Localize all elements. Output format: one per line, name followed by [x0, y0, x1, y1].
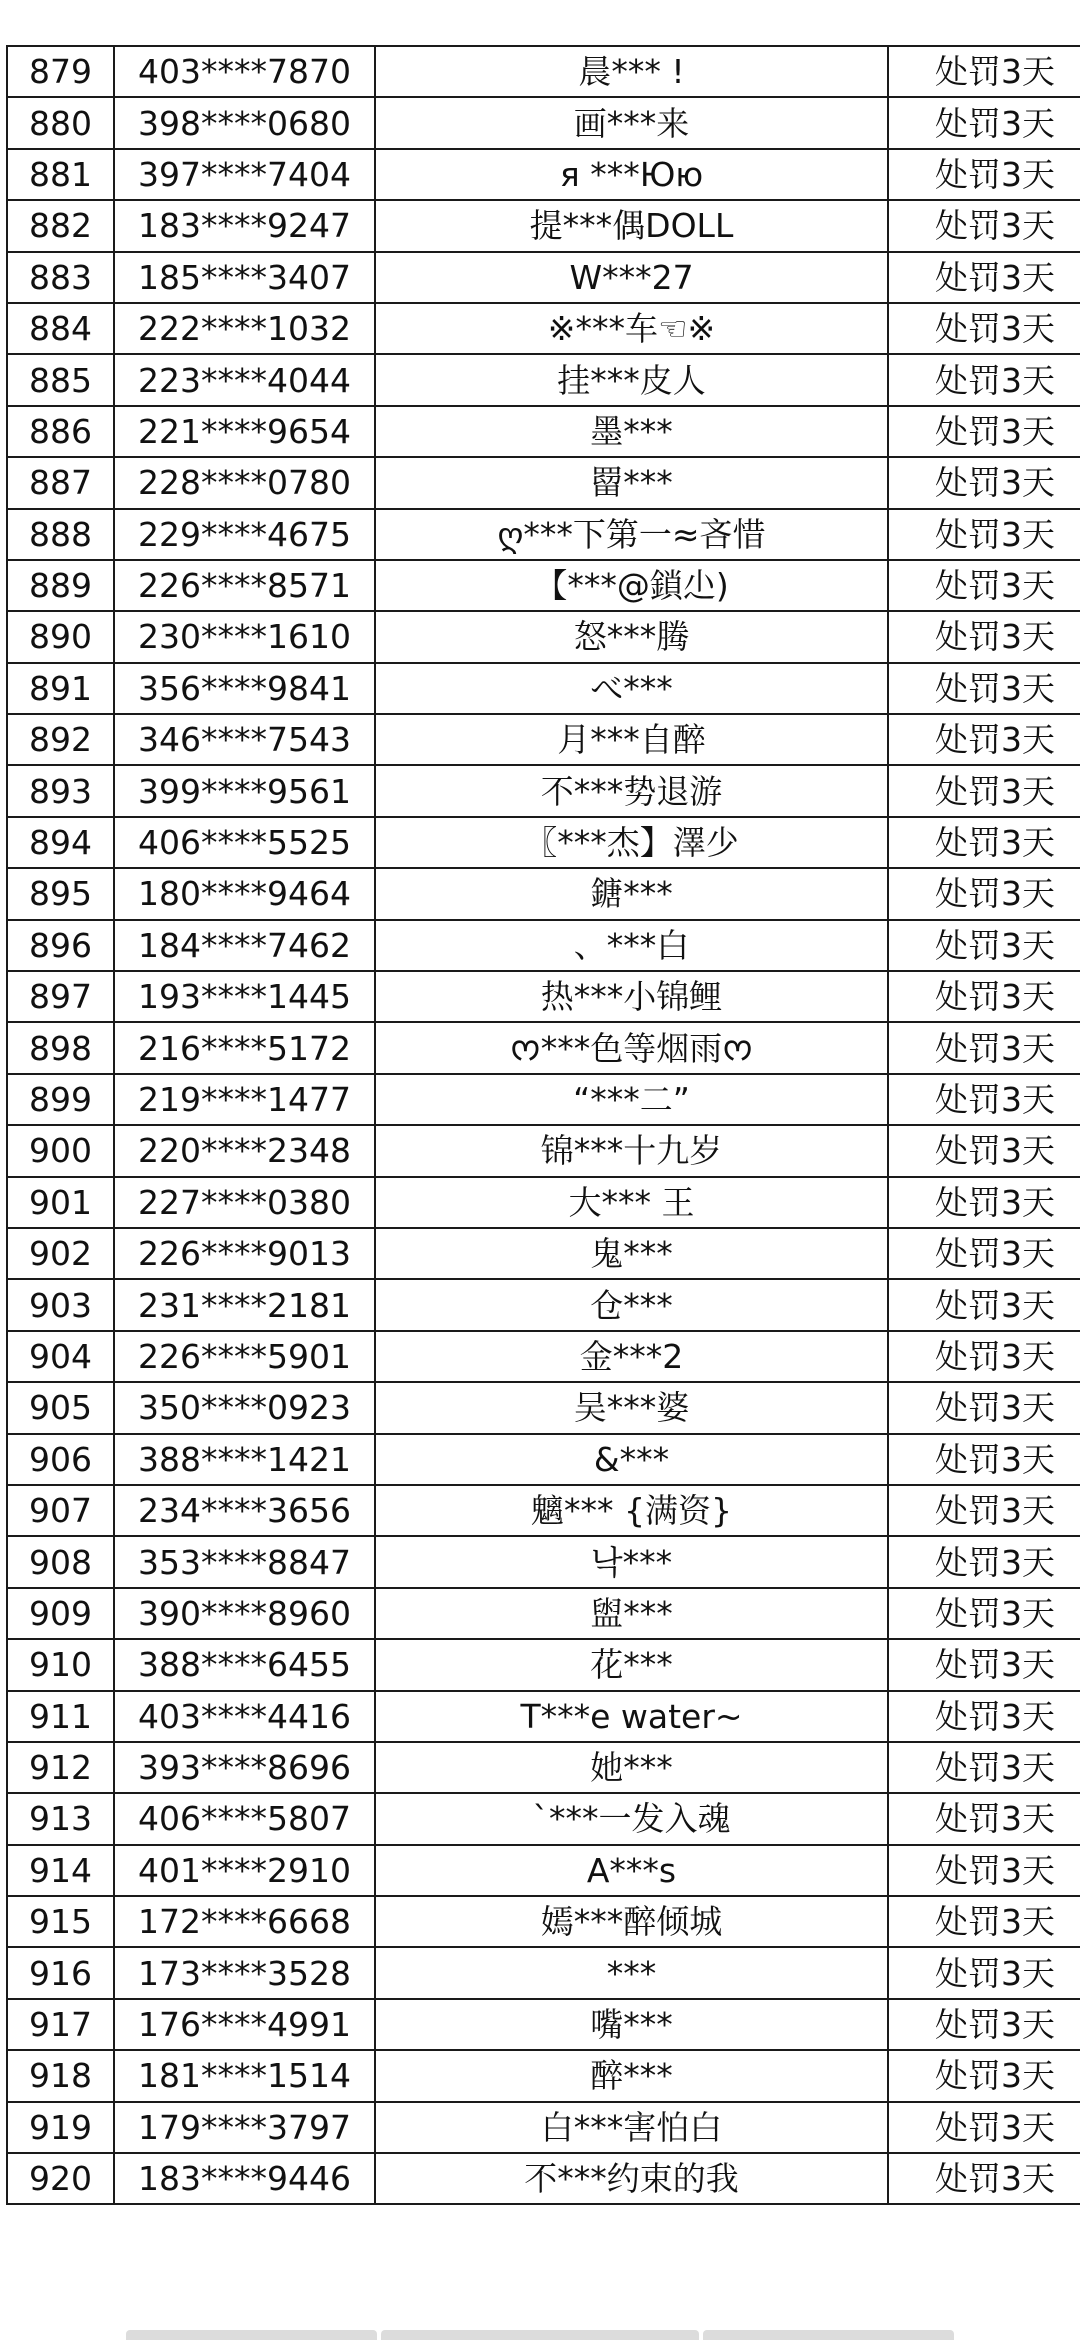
- row-number-cell: 902: [7, 1228, 114, 1279]
- user-id-cell: 227****0380: [114, 1177, 375, 1228]
- row-number-cell: 883: [7, 252, 114, 303]
- player-name-cell: 锦***十九岁: [375, 1125, 888, 1176]
- user-id-cell: 229****4675: [114, 509, 375, 560]
- row-number-cell: 904: [7, 1331, 114, 1382]
- user-id-cell: 230****1610: [114, 611, 375, 662]
- penalty-cell: 处罚3天: [888, 663, 1080, 714]
- penalty-table-body: [7, 46, 1080, 2204]
- table-row: [7, 1382, 1080, 1433]
- row-number-cell: 920: [7, 2153, 114, 2204]
- player-name-cell: 【***@鎖尐): [375, 560, 888, 611]
- penalty-cell: 处罚3天: [888, 97, 1080, 148]
- player-name-cell: ※***车☜※: [375, 303, 888, 354]
- table-row: [7, 303, 1080, 354]
- table-row: [7, 1793, 1080, 1844]
- penalty-cell: 处罚3天: [888, 1177, 1080, 1228]
- penalty-cell: 处罚3天: [888, 149, 1080, 200]
- user-id-cell: 226****9013: [114, 1228, 375, 1279]
- penalty-cell: 处罚3天: [888, 509, 1080, 560]
- penalty-cell: 处罚3天: [888, 1228, 1080, 1279]
- row-number-cell: 900: [7, 1125, 114, 1176]
- player-name-cell: 挂***皮人: [375, 354, 888, 405]
- row-number-cell: 910: [7, 1639, 114, 1690]
- penalty-cell: 处罚3天: [888, 1588, 1080, 1639]
- table-row: [7, 1022, 1080, 1073]
- user-id-cell: 183****9446: [114, 2153, 375, 2204]
- player-name-cell: &***: [375, 1434, 888, 1485]
- player-name-cell: 她***: [375, 1742, 888, 1793]
- penalty-cell: 处罚3天: [888, 1999, 1080, 2050]
- row-number-cell: 885: [7, 354, 114, 405]
- table-row: [7, 1588, 1080, 1639]
- user-id-cell: 193****1445: [114, 971, 375, 1022]
- table-row: [7, 1125, 1080, 1176]
- penalty-cell: 处罚3天: [888, 714, 1080, 765]
- player-name-cell: ***: [375, 1947, 888, 1998]
- user-id-cell: 231****2181: [114, 1279, 375, 1330]
- user-id-cell: 172****6668: [114, 1896, 375, 1947]
- player-name-cell: ღ***下第一≈吝惜: [375, 509, 888, 560]
- row-number-cell: 894: [7, 817, 114, 868]
- table-row: [7, 1639, 1080, 1690]
- table-row: [7, 406, 1080, 457]
- table-row: [7, 2102, 1080, 2153]
- table-row: [7, 97, 1080, 148]
- player-name-cell: 鎕***: [375, 868, 888, 919]
- table-row: [7, 868, 1080, 919]
- player-name-cell: 提***偶DOLL: [375, 200, 888, 251]
- bottom-tab-left[interactable]: [126, 2330, 377, 2340]
- row-number-cell: 888: [7, 509, 114, 560]
- row-number-cell: 879: [7, 46, 114, 97]
- player-name-cell: 낙***: [375, 1536, 888, 1587]
- user-id-cell: 222****1032: [114, 303, 375, 354]
- row-number-cell: 892: [7, 714, 114, 765]
- row-number-cell: 881: [7, 149, 114, 200]
- row-number-cell: 887: [7, 457, 114, 508]
- row-number-cell: 918: [7, 2050, 114, 2101]
- user-id-cell: 226****5901: [114, 1331, 375, 1382]
- penalty-cell: 处罚3天: [888, 920, 1080, 971]
- penalty-cell: 处罚3天: [888, 1279, 1080, 1330]
- user-id-cell: 223****4044: [114, 354, 375, 405]
- player-name-cell: ᰔ***色等烟雨ᰔ: [375, 1022, 888, 1073]
- user-id-cell: 179****3797: [114, 2102, 375, 2153]
- table-row: [7, 663, 1080, 714]
- user-id-cell: 398****0680: [114, 97, 375, 148]
- player-name-cell: 白***害怕白: [375, 2102, 888, 2153]
- penalty-cell: 处罚3天: [888, 611, 1080, 662]
- user-id-cell: 181****1514: [114, 2050, 375, 2101]
- user-id-cell: 406****5525: [114, 817, 375, 868]
- player-name-cell: 醉***: [375, 2050, 888, 2101]
- table-row: [7, 200, 1080, 251]
- user-id-cell: 401****2910: [114, 1845, 375, 1896]
- bottom-tab-right[interactable]: [703, 2330, 954, 2340]
- penalty-cell: 处罚3天: [888, 1691, 1080, 1742]
- table-row: [7, 560, 1080, 611]
- player-name-cell: я ***Юю: [375, 149, 888, 200]
- row-number-cell: 906: [7, 1434, 114, 1485]
- row-number-cell: 880: [7, 97, 114, 148]
- row-number-cell: 891: [7, 663, 114, 714]
- player-name-cell: 不***势退游: [375, 765, 888, 816]
- user-id-cell: 226****8571: [114, 560, 375, 611]
- user-id-cell: 221****9654: [114, 406, 375, 457]
- penalty-cell: 处罚3天: [888, 1845, 1080, 1896]
- row-number-cell: 897: [7, 971, 114, 1022]
- penalty-cell: 处罚3天: [888, 868, 1080, 919]
- row-number-cell: 884: [7, 303, 114, 354]
- row-number-cell: 901: [7, 1177, 114, 1228]
- player-name-cell: 、***白: [375, 920, 888, 971]
- user-id-cell: 406****5807: [114, 1793, 375, 1844]
- row-number-cell: 889: [7, 560, 114, 611]
- table-row: [7, 1434, 1080, 1485]
- row-number-cell: 913: [7, 1793, 114, 1844]
- row-number-cell: 898: [7, 1022, 114, 1073]
- penalty-cell: 处罚3天: [888, 817, 1080, 868]
- penalty-cell: 处罚3天: [888, 1639, 1080, 1690]
- table-row: [7, 611, 1080, 662]
- row-number-cell: 899: [7, 1074, 114, 1125]
- table-row: [7, 1536, 1080, 1587]
- player-name-cell: べ***: [375, 663, 888, 714]
- user-id-cell: 393****8696: [114, 1742, 375, 1793]
- row-number-cell: 912: [7, 1742, 114, 1793]
- table-row: [7, 1228, 1080, 1279]
- row-number-cell: 917: [7, 1999, 114, 2050]
- player-name-cell: A***s: [375, 1845, 888, 1896]
- user-id-cell: 180****9464: [114, 868, 375, 919]
- user-id-cell: 228****0780: [114, 457, 375, 508]
- user-id-cell: 403****7870: [114, 46, 375, 97]
- table-row: [7, 1279, 1080, 1330]
- player-name-cell: 〖***杰】澤少: [375, 817, 888, 868]
- player-name-cell: “***二”: [375, 1074, 888, 1125]
- row-number-cell: 919: [7, 2102, 114, 2153]
- player-name-cell: 金***2: [375, 1331, 888, 1382]
- table-row: [7, 1742, 1080, 1793]
- user-id-cell: 346****7543: [114, 714, 375, 765]
- penalty-cell: 处罚3天: [888, 1382, 1080, 1433]
- user-id-cell: 185****3407: [114, 252, 375, 303]
- penalty-cell: 处罚3天: [888, 406, 1080, 457]
- user-id-cell: 356****9841: [114, 663, 375, 714]
- table-row: [7, 765, 1080, 816]
- user-id-cell: 388****6455: [114, 1639, 375, 1690]
- player-name-cell: 墨***: [375, 406, 888, 457]
- row-number-cell: 890: [7, 611, 114, 662]
- penalty-cell: 处罚3天: [888, 46, 1080, 97]
- row-number-cell: 896: [7, 920, 114, 971]
- table-row: [7, 46, 1080, 97]
- table-row: [7, 509, 1080, 560]
- user-id-cell: 183****9247: [114, 200, 375, 251]
- table-row: [7, 1947, 1080, 1998]
- table-row: [7, 714, 1080, 765]
- penalty-cell: 处罚3天: [888, 1947, 1080, 1998]
- player-name-cell: 鬼***: [375, 1228, 888, 1279]
- penalty-cell: 处罚3天: [888, 303, 1080, 354]
- player-name-cell: 魑*** {满资}: [375, 1485, 888, 1536]
- table-row: [7, 1896, 1080, 1947]
- user-id-cell: 234****3656: [114, 1485, 375, 1536]
- penalty-cell: 处罚3天: [888, 1536, 1080, 1587]
- penalty-cell: 处罚3天: [888, 1742, 1080, 1793]
- row-number-cell: 905: [7, 1382, 114, 1433]
- user-id-cell: 388****1421: [114, 1434, 375, 1485]
- player-name-cell: 嘴***: [375, 1999, 888, 2050]
- penalty-table: [6, 45, 1080, 2205]
- user-id-cell: 173****3528: [114, 1947, 375, 1998]
- table-row: [7, 1177, 1080, 1228]
- table-row: [7, 1485, 1080, 1536]
- player-name-cell: 大*** 王: [375, 1177, 888, 1228]
- penalty-cell: 处罚3天: [888, 2102, 1080, 2153]
- penalty-cell: 处罚3天: [888, 1022, 1080, 1073]
- row-number-cell: 903: [7, 1279, 114, 1330]
- player-name-cell: 月***自醉: [375, 714, 888, 765]
- row-number-cell: 916: [7, 1947, 114, 1998]
- penalty-cell: 处罚3天: [888, 252, 1080, 303]
- user-id-cell: 219****1477: [114, 1074, 375, 1125]
- row-number-cell: 882: [7, 200, 114, 251]
- row-number-cell: 886: [7, 406, 114, 457]
- penalty-cell: 处罚3天: [888, 1125, 1080, 1176]
- table-row: [7, 1331, 1080, 1382]
- bottom-tab-middle[interactable]: [381, 2330, 699, 2340]
- table-row: [7, 1074, 1080, 1125]
- penalty-cell: 处罚3天: [888, 457, 1080, 508]
- table-row: [7, 2153, 1080, 2204]
- table-row: [7, 1999, 1080, 2050]
- row-number-cell: 911: [7, 1691, 114, 1742]
- penalty-cell: 处罚3天: [888, 971, 1080, 1022]
- row-number-cell: 914: [7, 1845, 114, 1896]
- user-id-cell: 353****8847: [114, 1536, 375, 1587]
- row-number-cell: 907: [7, 1485, 114, 1536]
- penalty-cell: 处罚3天: [888, 1331, 1080, 1382]
- table-row: [7, 457, 1080, 508]
- table-row: [7, 1845, 1080, 1896]
- penalty-cell: 处罚3天: [888, 200, 1080, 251]
- penalty-cell: 处罚3天: [888, 354, 1080, 405]
- player-name-cell: 画***来: [375, 97, 888, 148]
- table-row: [7, 920, 1080, 971]
- user-id-cell: 397****7404: [114, 149, 375, 200]
- penalty-cell: 处罚3天: [888, 2050, 1080, 2101]
- player-name-cell: 不***约束的我: [375, 2153, 888, 2204]
- player-name-cell: 吴***婆: [375, 1382, 888, 1433]
- penalty-table-container: [6, 45, 1080, 2205]
- player-name-cell: 晨*** !: [375, 46, 888, 97]
- player-name-cell: 仓***: [375, 1279, 888, 1330]
- table-row: [7, 971, 1080, 1022]
- user-id-cell: 220****2348: [114, 1125, 375, 1176]
- player-name-cell: 罶***: [375, 457, 888, 508]
- player-name-cell: 怒***腾: [375, 611, 888, 662]
- user-id-cell: 399****9561: [114, 765, 375, 816]
- penalty-cell: 处罚3天: [888, 1793, 1080, 1844]
- table-row: [7, 149, 1080, 200]
- player-name-cell: `***一发入魂: [375, 1793, 888, 1844]
- user-id-cell: 403****4416: [114, 1691, 375, 1742]
- penalty-cell: 处罚3天: [888, 1896, 1080, 1947]
- table-row: [7, 1691, 1080, 1742]
- row-number-cell: 893: [7, 765, 114, 816]
- user-id-cell: 176****4991: [114, 1999, 375, 2050]
- user-id-cell: 390****8960: [114, 1588, 375, 1639]
- penalty-cell: 处罚3天: [888, 2153, 1080, 2204]
- penalty-cell: 处罚3天: [888, 1434, 1080, 1485]
- user-id-cell: 350****0923: [114, 1382, 375, 1433]
- player-name-cell: 盥***: [375, 1588, 888, 1639]
- penalty-cell: 处罚3天: [888, 1074, 1080, 1125]
- table-row: [7, 2050, 1080, 2101]
- user-id-cell: 216****5172: [114, 1022, 375, 1073]
- player-name-cell: 嫣***醉倾城: [375, 1896, 888, 1947]
- row-number-cell: 909: [7, 1588, 114, 1639]
- table-row: [7, 252, 1080, 303]
- player-name-cell: 热***小锦鲤: [375, 971, 888, 1022]
- row-number-cell: 908: [7, 1536, 114, 1587]
- row-number-cell: 895: [7, 868, 114, 919]
- table-row: [7, 817, 1080, 868]
- player-name-cell: W***27: [375, 252, 888, 303]
- penalty-cell: 处罚3天: [888, 560, 1080, 611]
- row-number-cell: 915: [7, 1896, 114, 1947]
- player-name-cell: T***e water~: [375, 1691, 888, 1742]
- table-row: [7, 354, 1080, 405]
- penalty-cell: 处罚3天: [888, 765, 1080, 816]
- player-name-cell: 花***: [375, 1639, 888, 1690]
- penalty-cell: 处罚3天: [888, 1485, 1080, 1536]
- user-id-cell: 184****7462: [114, 920, 375, 971]
